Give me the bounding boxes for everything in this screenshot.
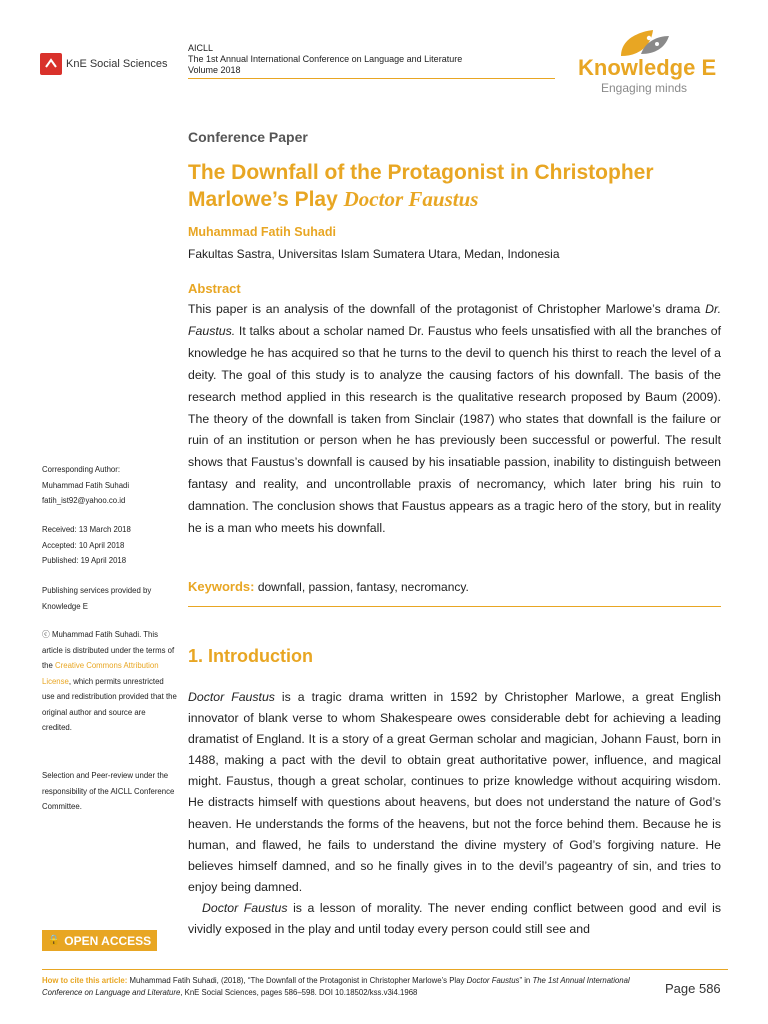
copyright-notice (42, 627, 177, 736)
title-italic: Doctor Faustus (343, 187, 479, 211)
article-type: Conference Paper (188, 129, 308, 145)
p1-text: is a tragic drama written in 1592 by Christopher Marlowe, a great English innovator of blank verse to whom Shakespeare owes considerable debt for achieving a leading dramatist of England. It is a story of a great German scholar and magician, Johann Faust, born in 1488, making a pact with the devil to obtain great authoritative power, influence, and magical might. Faustus, though a great scholar, continues to prize knowledge without acquiring wisdom. He distracts himself with questions about heavens, but does not understand the nature of God’s heaven. He understands the forms of the heavens, but not the force behind them. Because he is human, and flawed, he fails to understand the divine mystery of God’s forgiving nature. He believes himself damned, and so he finally gives in to the devil’s pageantry of sin, and tries to enjoy being damned. (188, 690, 721, 894)
cite-italic: Doctor Faustus (466, 976, 520, 985)
volume: Volume 2018 (188, 65, 241, 75)
page-number: Page 586 (665, 981, 721, 996)
publishing-services: Publishing services provided by Knowledge E (42, 586, 152, 611)
paragraph (188, 687, 721, 898)
corr-email[interactable]: fatih_ist92@yahoo.co.id (42, 496, 126, 505)
corr-name: Muhammad Fatih Suhadi (42, 480, 130, 490)
copyright-post: , which permits unrestricted use and redistribution provided that the original author and source are credited. (42, 676, 177, 732)
cc-icon: ⓒ (42, 630, 50, 639)
publisher-name: KnE Social Sciences (66, 58, 168, 70)
abstract-body (188, 299, 721, 540)
abstract-heading: Abstract (188, 281, 241, 296)
lock-icon: 🔒 (47, 935, 61, 946)
cite-mid: ” in (519, 976, 531, 985)
footer-rule (42, 969, 728, 970)
corr-label: Corresponding Author: (42, 465, 121, 474)
brand-tagline: Engaging minds (601, 81, 688, 95)
abstract-pre: This paper is an analysis of the downfall of the protagonist of Christopher Marlowe’s drama (188, 302, 701, 316)
introduction-body (188, 687, 721, 940)
p2-italic: Doctor Faustus (202, 900, 288, 915)
brand-name: Knowledge E (578, 55, 717, 80)
cite-conf: The 1st Annual International Conference on Language and Literature (42, 976, 630, 997)
published-date: Published: 19 April 2018 (42, 556, 127, 565)
section-divider (188, 606, 721, 607)
article-dates (42, 522, 177, 569)
received-date: Received: 13 March 2018 (42, 525, 131, 534)
p2-text: is a lesson of morality. The never ending conflict between good and evil is vividly exposed in the play and until today every person could still see and (188, 900, 721, 937)
article-title (188, 160, 728, 213)
title-main: The Downfall of the Protagonist in Christopher Marlowe’s Play (188, 161, 654, 211)
open-access-label: OPEN ACCESS (64, 933, 152, 948)
accepted-date: Accepted: 10 April 2018 (42, 540, 125, 550)
affiliation: Fakultas Sastra, Universitas Islam Sumatera Utara, Medan, Indonesia (188, 247, 560, 261)
section-heading-introduction: 1. Introduction (188, 646, 313, 666)
corresponding-author (42, 462, 177, 509)
cite-pre: Muhammad Fatih Suhadi, (2018), “The Downfall of the Protagonist in Christopher Marlowe’s Play (129, 976, 465, 985)
author-name: Muhammad Fatih Suhadi (188, 225, 336, 239)
keywords (188, 579, 469, 594)
copyright-pre: Muhammad Fatih Suhadi. This article is distributed under the terms of the (42, 630, 175, 670)
license-link[interactable]: Creative Commons Attribution License (42, 661, 159, 686)
p1-italic: Doctor Faustus (188, 690, 275, 704)
keywords-list: downfall, passion, fantasy, necromancy. (257, 580, 469, 594)
cite-post: , KnE Social Sciences, pages 586–598. DOI 10.18502/kss.v3i4.1968 (180, 988, 418, 997)
abstract-post: It talks about a scholar named Dr. Faustus who feels unsatisfied with all the branches of knowledge he has acquired so that he turns to the devil to quench his thirst to reach the level of a deity. The goal of this study is to analyze the causing factors of his downfall. The basis of the research method applied in this research is the qualitative research proposed by Baum (2009). The theory of the downfall is taken from Sinclair (1987) who states that downfall is the failure or ruin of an institution or person when he has previously been successful or powerful. The result shows that Faustus’s downfall is caused by his insatiable passion, inability to distinguish between fantasy and reality, and uncontrollable praxis of necromancy, which later bring his ruin to damnation. The conclusion shows that Faustus appears as a tragic hero of the story, but in reality he is a man who meets his downfall. (188, 323, 721, 536)
conf-long: The 1st Annual International Conference on Language and Literature (188, 54, 463, 64)
kne-logo-icon (40, 53, 62, 75)
abstract-italic: Dr. Faustus. (188, 302, 721, 338)
peer-review-note: Selection and Peer-review under the responsibility of the AICLL Conference Committee. (42, 771, 175, 811)
cite-label: How to cite this article: (42, 976, 128, 985)
open-access-badge (42, 930, 157, 951)
citation (42, 975, 632, 999)
paragraph (188, 898, 721, 940)
conf-short: AICLL (188, 43, 214, 53)
keywords-label: Keywords: (188, 579, 255, 594)
publisher-logo (40, 53, 168, 75)
conference-info (188, 43, 462, 76)
header-rule (188, 78, 555, 79)
